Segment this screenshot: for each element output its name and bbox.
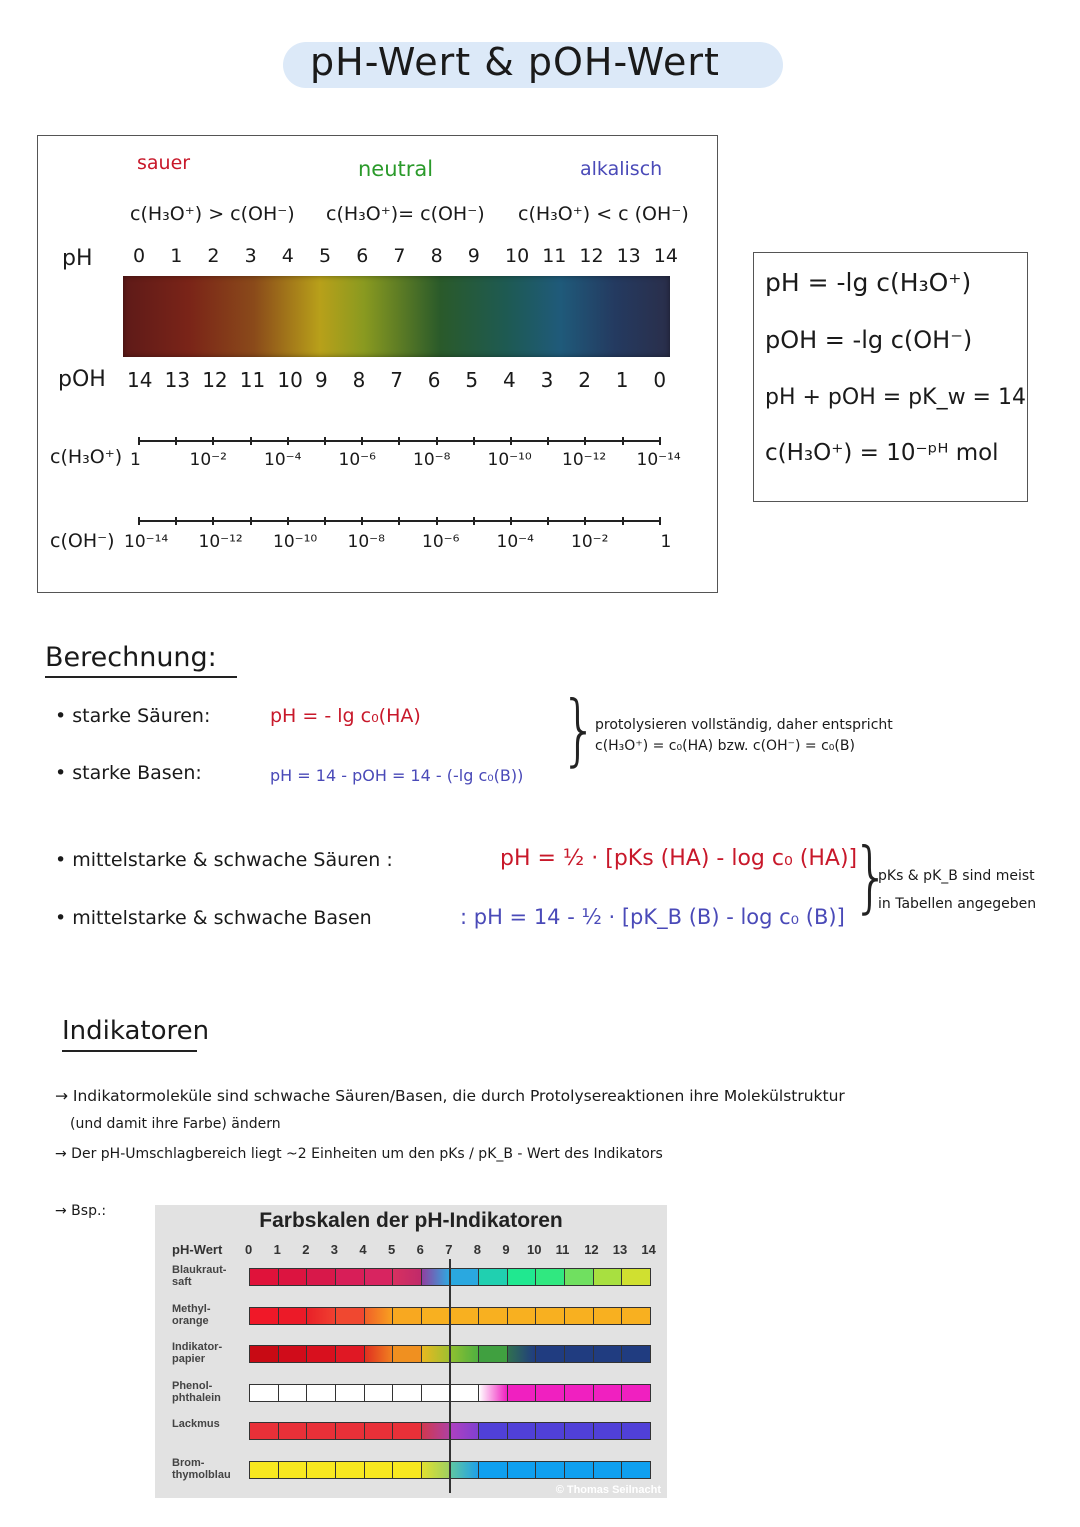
color-cell <box>365 1462 394 1478</box>
chart-title: Farbskalen der pH-Indikatoren <box>259 1209 563 1232</box>
chart-ph-tick: 7 <box>445 1242 453 1257</box>
chart-ph-label: pH-Wert <box>172 1242 223 1257</box>
color-cell <box>365 1346 394 1362</box>
h3o-value: 10⁻² <box>189 450 227 470</box>
poh-value: 2 <box>578 368 591 392</box>
axis-tick <box>622 517 624 525</box>
axis-tick <box>175 517 177 525</box>
chart-ph-tick: 1 <box>273 1242 281 1257</box>
oh-value: 10⁻⁶ <box>422 532 460 552</box>
color-cell <box>622 1308 650 1324</box>
h3o-value: 10⁻⁴ <box>264 450 302 470</box>
poh-value: 12 <box>202 368 228 392</box>
chart-ph-tick: 3 <box>330 1242 339 1257</box>
color-cell <box>536 1462 565 1478</box>
color-cell <box>279 1462 308 1478</box>
color-cell <box>250 1385 279 1401</box>
axis-tick <box>547 437 549 445</box>
color-cell <box>336 1346 365 1362</box>
color-cell <box>479 1423 508 1439</box>
color-cell <box>422 1269 451 1285</box>
color-cell <box>594 1385 623 1401</box>
ph-value: 11 <box>542 245 567 267</box>
axis-tick <box>473 517 475 525</box>
color-cell <box>279 1346 308 1362</box>
condition-base: c(H₃O⁺) < c (OH⁻) <box>518 203 689 225</box>
oh-value: 10⁻¹⁴ <box>124 532 169 552</box>
h3o-value: 1 <box>130 450 141 470</box>
formula-poh: pOH = -lg c(OH⁻) <box>765 326 973 354</box>
axis-tick <box>584 437 586 445</box>
ph-value: 14 <box>653 245 678 267</box>
ph-value: 7 <box>393 245 406 267</box>
ph-value: 1 <box>170 245 183 267</box>
color-cell <box>307 1269 336 1285</box>
oh-value: 10⁻¹² <box>198 532 243 552</box>
berechnung-heading: Berechnung: <box>45 642 217 673</box>
weak-note-line1: pKs & pK_B sind meist <box>878 868 1035 884</box>
indicator-name: Brom- thymolblau <box>172 1456 231 1481</box>
oh-row-label: c(OH⁻) <box>50 530 115 552</box>
indicator-name: Lackmus <box>172 1418 220 1430</box>
chart-ph-tick: 8 <box>473 1242 482 1257</box>
page-title: pH-Wert & pOH-Wert <box>310 40 720 84</box>
color-cell <box>594 1346 623 1362</box>
indicator-name: Indikator- papier <box>172 1341 223 1365</box>
bullet-1: → Indikatormoleküle sind schwache Säuren/Basen, die durch Protolysereaktionen ihre Molekülstruktur <box>55 1087 845 1105</box>
ph-color-gradient <box>123 276 670 357</box>
h3o-value: 10⁻¹² <box>562 450 607 470</box>
color-cell <box>536 1423 565 1439</box>
h3o-value: 10⁻⁸ <box>413 450 451 470</box>
color-cell <box>622 1385 650 1401</box>
color-cell <box>393 1385 422 1401</box>
axis-tick <box>361 517 363 525</box>
chart-ph-tick: 14 <box>641 1242 656 1257</box>
indicator-name: Methyl- orange <box>172 1302 211 1327</box>
color-cell <box>422 1462 451 1478</box>
condition-neutral: c(H₃O⁺)= c(OH⁻) <box>326 203 485 225</box>
oh-value: 10⁻⁸ <box>347 532 385 552</box>
color-cell <box>508 1385 537 1401</box>
poh-value: 11 <box>239 368 266 392</box>
poh-value: 7 <box>390 368 403 392</box>
color-cell <box>594 1269 623 1285</box>
condition-acid: c(H₃O⁺) > c(OH⁻) <box>130 203 295 225</box>
bullet-1-continued: (und damit ihre Farbe) ändern <box>70 1116 281 1132</box>
color-cell <box>565 1423 594 1439</box>
weak-acid-formula: pH = ½ · [pKs (HA) - log c₀ (HA)] <box>500 846 858 871</box>
axis-tick <box>659 517 661 525</box>
poh-value: 10 <box>277 368 303 392</box>
h3o-axis <box>138 440 660 442</box>
color-cell <box>336 1269 365 1285</box>
color-cell <box>479 1462 508 1478</box>
color-cell <box>250 1269 279 1285</box>
strong-base-formula: pH = 14 - pOH = 14 - (-lg c₀(B)) <box>270 766 524 785</box>
color-cell <box>479 1308 508 1324</box>
h3o-row-label: c(H₃O⁺) <box>50 446 123 468</box>
axis-tick <box>436 517 438 525</box>
color-cell <box>250 1308 279 1324</box>
color-cell <box>594 1423 623 1439</box>
color-cell <box>393 1308 422 1324</box>
brace-icon: } <box>852 831 891 923</box>
axis-tick <box>324 517 326 525</box>
h3o-value: 10⁻¹⁴ <box>636 450 681 470</box>
color-cell <box>307 1423 336 1439</box>
copyright: © Thomas Seilnacht <box>555 1484 661 1496</box>
poh-value: 1 <box>615 368 629 392</box>
color-cell <box>336 1462 365 1478</box>
axis-tick <box>473 437 475 445</box>
color-cell <box>536 1385 565 1401</box>
ph-value: 9 <box>467 245 480 267</box>
chart-ph-tick: 4 <box>359 1242 367 1257</box>
color-cell <box>479 1385 508 1401</box>
h3o-value: 10⁻¹⁰ <box>487 450 532 470</box>
axis-tick <box>398 517 400 525</box>
color-cell <box>307 1346 336 1362</box>
color-cell <box>594 1462 623 1478</box>
weak-base-formula: : pH = 14 - ½ · [pK_B (B) - log c₀ (B)] <box>460 905 845 929</box>
chart-ph-tick: 13 <box>612 1242 628 1257</box>
axis-tick <box>250 437 252 445</box>
color-cell <box>365 1308 394 1324</box>
ph-row-label: pH <box>62 246 93 271</box>
ph-value: 2 <box>207 245 220 267</box>
color-cell <box>565 1308 594 1324</box>
axis-tick <box>212 517 214 525</box>
color-cell <box>479 1269 508 1285</box>
color-cell <box>622 1462 650 1478</box>
axis-tick <box>250 517 252 525</box>
formula-sum: pH + pOH = pK_w = 14 <box>765 385 1026 410</box>
color-cell <box>393 1269 422 1285</box>
axis-tick <box>547 517 549 525</box>
indicator-color-chart <box>155 1205 667 1498</box>
color-cell <box>336 1385 365 1401</box>
chart-ph-tick: 2 <box>302 1242 310 1257</box>
chart-ph-tick: 11 <box>555 1242 570 1257</box>
color-cell <box>422 1385 451 1401</box>
axis-tick <box>510 517 512 525</box>
axis-tick <box>138 517 140 525</box>
color-cell <box>479 1346 508 1362</box>
color-cell <box>365 1269 394 1285</box>
color-cell <box>594 1308 623 1324</box>
poh-value: 5 <box>465 368 479 392</box>
axis-tick <box>510 437 512 445</box>
oh-axis <box>138 520 660 522</box>
axis-tick <box>175 437 177 445</box>
color-cell <box>250 1423 279 1439</box>
color-cell <box>536 1346 565 1362</box>
ph-value: 5 <box>319 245 332 267</box>
axis-tick <box>436 437 438 445</box>
poh-value: 6 <box>427 368 441 392</box>
color-cell <box>508 1462 537 1478</box>
poh-value: 0 <box>653 368 667 392</box>
color-cell <box>422 1346 451 1362</box>
formula-concentration: c(H₃O⁺) = 10⁻ᵖᴴ mol <box>765 440 999 466</box>
axis-tick <box>659 437 661 445</box>
color-cell <box>565 1385 594 1401</box>
color-cell <box>307 1385 336 1401</box>
color-cell <box>450 1269 479 1285</box>
strong-acid-formula: pH = - lg c₀(HA) <box>270 705 421 727</box>
color-cell <box>279 1423 308 1439</box>
example-label: → Bsp.: <box>55 1203 107 1219</box>
weak-acid-label: • mittelstarke & schwache Säuren : <box>55 849 393 871</box>
heading-underline <box>62 1050 197 1052</box>
axis-tick <box>584 517 586 525</box>
chart-ph-tick: 9 <box>502 1242 510 1257</box>
poh-value: 4 <box>503 368 516 392</box>
indicator-name: Blaukraut- saft <box>172 1264 227 1288</box>
bullet-2: → Der pH-Umschlagbereich liegt ~2 Einheiten um den pKs / pK_B - Wert des Indikators <box>55 1146 663 1162</box>
neutral-line <box>449 1259 451 1493</box>
oh-value: 1 <box>660 532 672 552</box>
oh-value: 10⁻² <box>571 532 609 552</box>
weak-note-line2: in Tabellen angegeben <box>878 896 1037 912</box>
brace-icon: } <box>560 684 599 776</box>
color-cell <box>450 1346 479 1362</box>
color-cell <box>508 1423 537 1439</box>
color-cell <box>622 1269 650 1285</box>
color-cell <box>422 1423 451 1439</box>
poh-value: 8 <box>352 368 366 392</box>
color-cell <box>250 1346 279 1362</box>
poh-row-label: pOH <box>58 367 106 392</box>
color-cell <box>336 1308 365 1324</box>
color-cell <box>622 1423 650 1439</box>
chart-ph-tick: 10 <box>527 1242 542 1257</box>
indicator-name: Phenol- phthalein <box>172 1379 221 1404</box>
color-cell <box>307 1308 336 1324</box>
axis-tick <box>138 437 140 445</box>
strong-note-line2: c(H₃O⁺) = c₀(HA) bzw. c(OH⁻) = c₀(B) <box>595 738 855 754</box>
color-cell <box>508 1346 537 1362</box>
ph-value: 3 <box>244 245 257 267</box>
ph-value: 4 <box>281 245 294 267</box>
color-cell <box>536 1269 565 1285</box>
h3o-value: 10⁻⁶ <box>338 450 376 470</box>
label-base: alkalisch <box>580 158 663 180</box>
strong-base-label: • starke Basen: <box>55 762 202 784</box>
formula-ph: pH = -lg c(H₃O⁺) <box>765 268 972 297</box>
ph-value: 12 <box>579 245 604 267</box>
color-cell <box>279 1385 308 1401</box>
ph-value: 6 <box>356 245 369 267</box>
color-cell <box>450 1308 479 1324</box>
axis-tick <box>212 437 214 445</box>
color-cell <box>565 1269 594 1285</box>
color-cell <box>422 1308 451 1324</box>
color-cell <box>450 1462 479 1478</box>
color-cell <box>536 1308 565 1324</box>
color-cell <box>336 1423 365 1439</box>
poh-value: 9 <box>315 368 328 392</box>
indikatoren-heading: Indikatoren <box>62 1016 210 1046</box>
axis-tick <box>361 437 363 445</box>
color-cell <box>279 1308 308 1324</box>
oh-value: 10⁻⁴ <box>496 532 534 552</box>
label-neutral: neutral <box>358 157 434 181</box>
axis-tick <box>622 437 624 445</box>
color-cell <box>565 1346 594 1362</box>
chart-ph-tick: 12 <box>584 1242 599 1257</box>
color-cell <box>565 1462 594 1478</box>
color-cell <box>508 1269 537 1285</box>
color-cell <box>393 1346 422 1362</box>
color-cell <box>622 1346 650 1362</box>
color-cell <box>365 1423 394 1439</box>
axis-tick <box>324 437 326 445</box>
color-cell <box>365 1385 394 1401</box>
ph-value: 10 <box>505 245 530 267</box>
color-cell <box>450 1423 479 1439</box>
color-cell <box>393 1462 422 1478</box>
color-cell <box>450 1385 479 1401</box>
strong-acid-label: • starke Säuren: <box>55 705 211 727</box>
color-cell <box>279 1269 308 1285</box>
axis-tick <box>398 437 400 445</box>
color-cell <box>250 1462 279 1478</box>
ph-value: 8 <box>430 245 443 267</box>
ph-value: 0 <box>133 245 146 267</box>
poh-value: 3 <box>540 368 554 392</box>
chart-ph-tick: 6 <box>416 1242 424 1257</box>
label-acid: sauer <box>137 152 191 174</box>
strong-note-line1: protolysieren vollständig, daher entspricht <box>595 717 893 733</box>
chart-ph-tick: 0 <box>245 1242 253 1257</box>
axis-tick <box>287 437 289 445</box>
poh-value: 14 <box>127 368 153 392</box>
heading-underline <box>45 676 237 678</box>
ph-value: 13 <box>616 245 641 267</box>
weak-base-label: • mittelstarke & schwache Basen <box>55 907 372 929</box>
color-cell <box>307 1462 336 1478</box>
oh-value: 10⁻¹⁰ <box>273 532 318 552</box>
chart-ph-tick: 5 <box>388 1242 396 1257</box>
axis-tick <box>287 517 289 525</box>
poh-value: 13 <box>164 368 191 392</box>
color-cell <box>508 1308 537 1324</box>
color-cell <box>393 1423 422 1439</box>
